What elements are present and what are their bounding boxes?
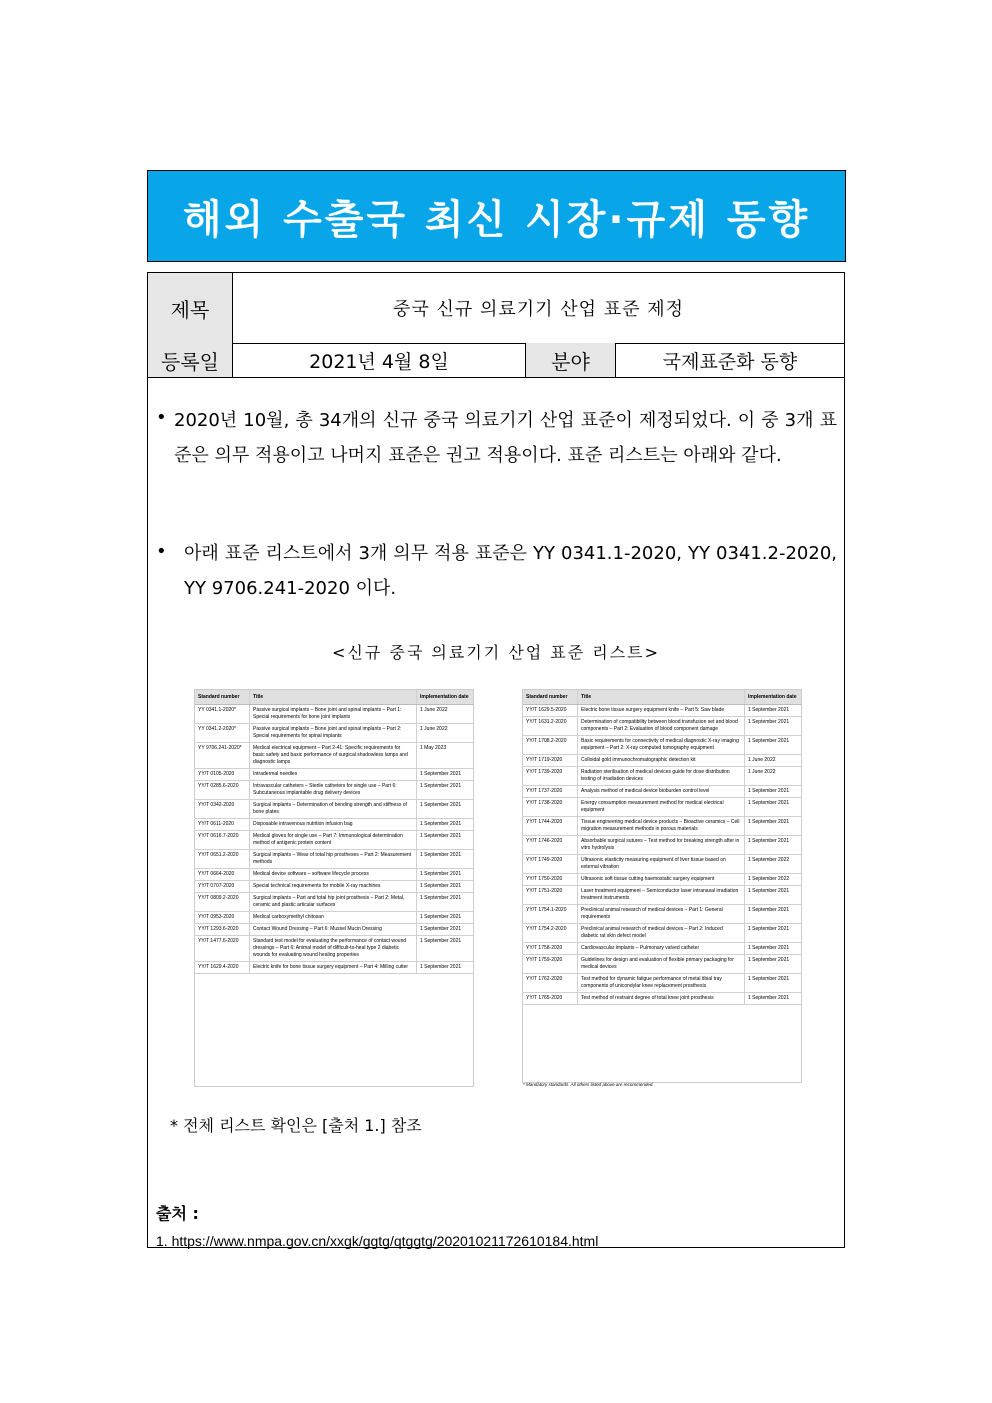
standard-number-cell: YY/T 1629.4-2020 [195, 962, 250, 974]
standard-number-cell: YY/T 0651.2-2020 [195, 850, 250, 869]
title-cell: Medical carboxymethyl chitosan [250, 912, 417, 924]
banner-title: 해외 수출국 최신 시장·규제 동향 [182, 196, 811, 243]
implementation-date-cell: 1 September 2021 [745, 717, 802, 736]
field-value: 국제표준화 동향 [662, 350, 798, 373]
table-row [523, 993, 801, 1005]
standard-number-cell: YY/T 1744-2020 [523, 817, 578, 836]
implementation-date-cell: 1 June 2022 [745, 755, 802, 767]
implementation-date-cell: 1 September 2021 [417, 881, 474, 893]
implementation-date-cell: 1 June 2022 [417, 724, 474, 743]
page-banner [147, 170, 846, 262]
standard-number-cell: YY/T 1738-2020 [523, 798, 578, 817]
implementation-date-cell: 1 September 2021 [417, 850, 474, 869]
table-row [523, 705, 801, 717]
title-cell: Test method of restraint degree of total knee joint prosthesis [578, 993, 745, 1005]
title-cell: Colloidal gold immunochromatographic detection kit [578, 755, 745, 767]
table-row [523, 717, 801, 736]
standard-number-cell: YY/T 1754.1-2020 [523, 905, 578, 924]
title-cell: Preclinical animal research of medical devices – Part 2: Induced diabetic rat skin defect model [578, 924, 745, 943]
table-header-row [523, 690, 801, 705]
table-row [523, 905, 801, 924]
title-cell: Electric bone tissue surgery equipment knife – Part 5: Saw blade [578, 705, 745, 717]
standard-number-cell: YY/T 0342-2020 [195, 800, 250, 819]
paragraph-2: 아래 표준 리스트에서 3개 의무 적용 표준은 YY 0341.1-2020, YY 0341.2-2020, YY 9706.241-2020 이다. [184, 543, 837, 599]
standard-number-cell: YY 0341.1-2020* [195, 705, 250, 724]
standard-number-cell: YY/T 1746-2020 [523, 836, 578, 855]
field-label: 분야 [526, 343, 616, 377]
title-label: 제목 [148, 273, 233, 343]
header-standard-number: Standard number [523, 690, 578, 705]
implementation-date-cell: 1 September 2021 [417, 924, 474, 936]
title-cell: Laser treatment equipment – Semiconductor laser intranasal irradiation treatment instruments [578, 886, 745, 905]
title-cell: Basic requirements for connectivity of medical diagnostic X-ray imaging equipment – Part 2: X-ray computed tomography equipment [578, 736, 745, 755]
title-row [148, 273, 844, 344]
standards-table-left [194, 689, 474, 1087]
table-row [195, 705, 473, 724]
title-cell: Ultrasonic elasticity measuring equipment of liver tissue based on external vibration [578, 855, 745, 874]
standard-number-cell: YY/T 1750-2020 [523, 874, 578, 886]
implementation-date-cell: 1 September 2022 [745, 874, 802, 886]
implementation-date-cell: 1 September 2021 [745, 943, 802, 955]
table-row [195, 924, 473, 936]
title-cell: Medical device software – software lifecycle process [250, 869, 417, 881]
standard-number-cell: YY/T 1765-2020 [523, 993, 578, 1005]
standard-number-cell: YY/T 1739-2020 [523, 767, 578, 786]
date-label: 등록일 [148, 343, 233, 377]
standard-number-cell: YY/T 0105-2020 [195, 769, 250, 781]
title-cell: Determination of compatibility between blood transfusion set and blood components – Part 2: Evaluation of blood component damage [578, 717, 745, 736]
table-row [523, 955, 801, 974]
title-cell: Ultrasonic soft tissue cutting haemostatic surgery equipment [578, 874, 745, 886]
reference-note: * 전체 리스트 확인은 [출처 1.] 참조 [170, 1116, 422, 1135]
table-row [195, 869, 473, 881]
implementation-date-cell: 1 September 2021 [745, 836, 802, 855]
table-row [195, 743, 473, 769]
title-cell: Intradermal needles [250, 769, 417, 781]
header-title: Title [250, 690, 417, 705]
table-row [195, 819, 473, 831]
table-row [195, 831, 473, 850]
standard-number-cell: YY/T 1477.6-2020 [195, 936, 250, 962]
standard-number-cell: YY/T 1759-2020 [523, 955, 578, 974]
standard-number-cell: YY/T 1631.2-2020 [523, 717, 578, 736]
standard-number-cell: YY/T 1751-2020 [523, 886, 578, 905]
table-footnote: * Mandatory standards. All others listed above are recommended. [523, 1082, 654, 1087]
title-cell: Surgical implants – Wear of total hip prostheses – Part 2: Measurement methods [250, 850, 417, 869]
table-row [523, 974, 801, 993]
standard-number-cell: YY 0341.2-2020* [195, 724, 250, 743]
table-row [195, 936, 473, 962]
standard-number-cell: YY/T 0285.6-2020 [195, 781, 250, 800]
standard-number-cell: YY/T 1749-2020 [523, 855, 578, 874]
title-cell: Surgical implants – Part and total hip joint prosthesis – Part 2: Metal, ceramic and plastic articular surfaces [250, 893, 417, 912]
title-cell: Test method for dynamic fatigue performance of metal tibial tray components of unicondylar knee replacement prosthesis [578, 974, 745, 993]
standard-number-cell: YY/T 0953-2020 [195, 912, 250, 924]
title-cell: Intravascular catheters – Sterile catheters for single use – Part 6: Subcutaneous implantable drug delivery devices [250, 781, 417, 800]
title-cell: Cardiovascular implants – Pulmonary valved catheter [578, 943, 745, 955]
implementation-date-cell: 1 September 2021 [745, 974, 802, 993]
implementation-date-cell: 1 June 2022 [745, 767, 802, 786]
implementation-date-cell: 1 September 2021 [745, 924, 802, 943]
standard-number-cell: YY/T 1754.2-2020 [523, 924, 578, 943]
implementation-date-cell: 1 September 2021 [417, 962, 474, 974]
table-row [195, 962, 473, 974]
table-row [195, 850, 473, 869]
table-row [195, 769, 473, 781]
implementation-date-cell: 1 September 2021 [417, 769, 474, 781]
implementation-date-cell: 1 September 2021 [745, 955, 802, 974]
bullet-marker: • [156, 407, 167, 428]
title-cell: Energy consumption measurement method for medical electrical equipment [578, 798, 745, 817]
paragraph-1: 2020년 10월, 총 34개의 신규 중국 의료기기 산업 표준이 제정되었다. 이 중 3개 표준은 의무 적용이고 나머지 표준은 권고 적용이다. 표준 리스트는 아래와 같다. [174, 410, 837, 466]
table-row [523, 817, 801, 836]
table-row [523, 755, 801, 767]
table-row [523, 886, 801, 905]
implementation-date-cell: 1 September 2021 [417, 912, 474, 924]
document-title: 중국 신규 의료기기 산업 표준 제정 [392, 299, 685, 320]
document-frame [147, 272, 845, 1248]
title-cell: Absorbable surgical sutures – Test method for breaking strength after in vitro hydrolysis [578, 836, 745, 855]
standard-number-cell: YY/T 1758-2020 [523, 943, 578, 955]
title-cell: Contact Wound Dressing – Part 6: Mussel Mucin Dressing [250, 924, 417, 936]
title-cell: Medical gloves for single use – Part 7: Immunological determination method of antigenic protein content [250, 831, 417, 850]
implementation-date-cell: 1 September 2021 [745, 817, 802, 836]
title-cell: Passive surgical implants – Bone joint and spinal implants – Part 2: Special requirements for spinal implants [250, 724, 417, 743]
implementation-date-cell: 1 September 2021 [745, 798, 802, 817]
implementation-date-cell: 1 September 2022 [745, 855, 802, 874]
table-row [195, 724, 473, 743]
standard-number-cell: YY/T 0611-2020 [195, 819, 250, 831]
title-cell: Standard test model for evaluating the performance of contact wound dressings – Part 6: Animal model of difficult-to-heal type 2 diabetic wounds for evaluating wound healing properties [250, 936, 417, 962]
standard-number-cell: YY/T 1708.2-2020 [523, 736, 578, 755]
standard-number-cell: YY/T 0616.7-2020 [195, 831, 250, 850]
implementation-date-cell: 1 September 2021 [417, 819, 474, 831]
table-row [523, 874, 801, 886]
implementation-date-cell: 1 September 2021 [745, 886, 802, 905]
standard-number-cell: YY/T 1629.5-2020 [523, 705, 578, 717]
source-link[interactable]: 1. https://www.nmpa.gov.cn/xxgk/ggtg/qtggtg/20201021172610184.html [156, 1233, 599, 1249]
table-row [523, 736, 801, 755]
table-caption: <신규 중국 의료기기 산업 표준 리스트> [331, 643, 661, 662]
title-cell: Disposable intravenous nutrition infusion bag [250, 819, 417, 831]
table-header-row [195, 690, 473, 705]
standard-number-cell: YY/T 1762-2020 [523, 974, 578, 993]
implementation-date-cell: 1 September 2021 [745, 736, 802, 755]
table-row [523, 943, 801, 955]
standard-number-cell: YY/T 1719-2020 [523, 755, 578, 767]
table-row [195, 781, 473, 800]
implementation-date-cell: 1 September 2021 [417, 800, 474, 819]
table-row [523, 798, 801, 817]
table-row [523, 836, 801, 855]
standard-number-cell: YY/T 1737-2020 [523, 786, 578, 798]
implementation-date-cell: 1 September 2021 [745, 786, 802, 798]
title-cell: Guidelines for design and evaluation of flexible primary packaging for medical devices [578, 955, 745, 974]
table-row [195, 800, 473, 819]
title-cell: Tissue engineering medical device products – Bioactive ceramics – Cell migration measurement methods in porous materials [578, 817, 745, 836]
standard-number-cell: YY/T 0664-2020 [195, 869, 250, 881]
title-cell: Passive surgical implants – Bone joint and spinal implants – Part 1: Special requirements for bone joint implants [250, 705, 417, 724]
bullet-marker: • [156, 541, 167, 562]
title-cell: Preclinical animal research of medical devices – Part 1: General requirements [578, 905, 745, 924]
standard-number-cell: YY/T 0707-2020 [195, 881, 250, 893]
standards-table-right [522, 689, 802, 1083]
title-cell: Radiation sterilisation of medical devices guide for dose distribution testing of irradiation devices [578, 767, 745, 786]
table-row [523, 855, 801, 874]
table-row [523, 924, 801, 943]
source-label: 출처 : [156, 1204, 199, 1223]
implementation-date-cell: 1 September 2021 [417, 831, 474, 850]
table-row [195, 893, 473, 912]
table-row [195, 881, 473, 893]
implementation-date-cell: 1 June 2022 [417, 705, 474, 724]
registration-date: 2021년 4월 8일 [233, 343, 526, 377]
standard-number-cell: YY/T 1293.6-2020 [195, 924, 250, 936]
table-row [195, 912, 473, 924]
implementation-date-cell: 1 September 2021 [417, 893, 474, 912]
title-cell: Analysis method of medical device bioburden control level [578, 786, 745, 798]
header-implementation-date: Implementation date [745, 690, 802, 705]
title-cell: Medical electrical equipment – Part 2-41: Specific requirements for basic safety and basic performance of surgical shadowless lamps and diagnostic lamps [250, 743, 417, 769]
title-cell: Electric knife for bone tissue surgery equipment – Part 4: Milling cutter [250, 962, 417, 974]
table-row [523, 767, 801, 786]
implementation-date-cell: 1 September 2021 [417, 936, 474, 962]
standard-number-cell: YY 9706.241-2020* [195, 743, 250, 769]
meta-row [148, 343, 844, 378]
title-cell: Special technical requirements for mobile X-ray machines [250, 881, 417, 893]
implementation-date-cell: 1 September 2021 [417, 781, 474, 800]
implementation-date-cell: 1 September 2021 [745, 705, 802, 717]
implementation-date-cell: 1 September 2021 [745, 993, 802, 1005]
header-standard-number: Standard number [195, 690, 250, 705]
header-title: Title [578, 690, 745, 705]
implementation-date-cell: 1 May 2023 [417, 743, 474, 769]
title-cell: Surgical implants – Determination of bending strength and stiffness of bone plates [250, 800, 417, 819]
standard-number-cell: YY/T 0809.2-2020 [195, 893, 250, 912]
table-row [523, 786, 801, 798]
implementation-date-cell: 1 September 2021 [745, 905, 802, 924]
implementation-date-cell: 1 September 2021 [417, 869, 474, 881]
header-implementation-date: Implementation date [417, 690, 474, 705]
